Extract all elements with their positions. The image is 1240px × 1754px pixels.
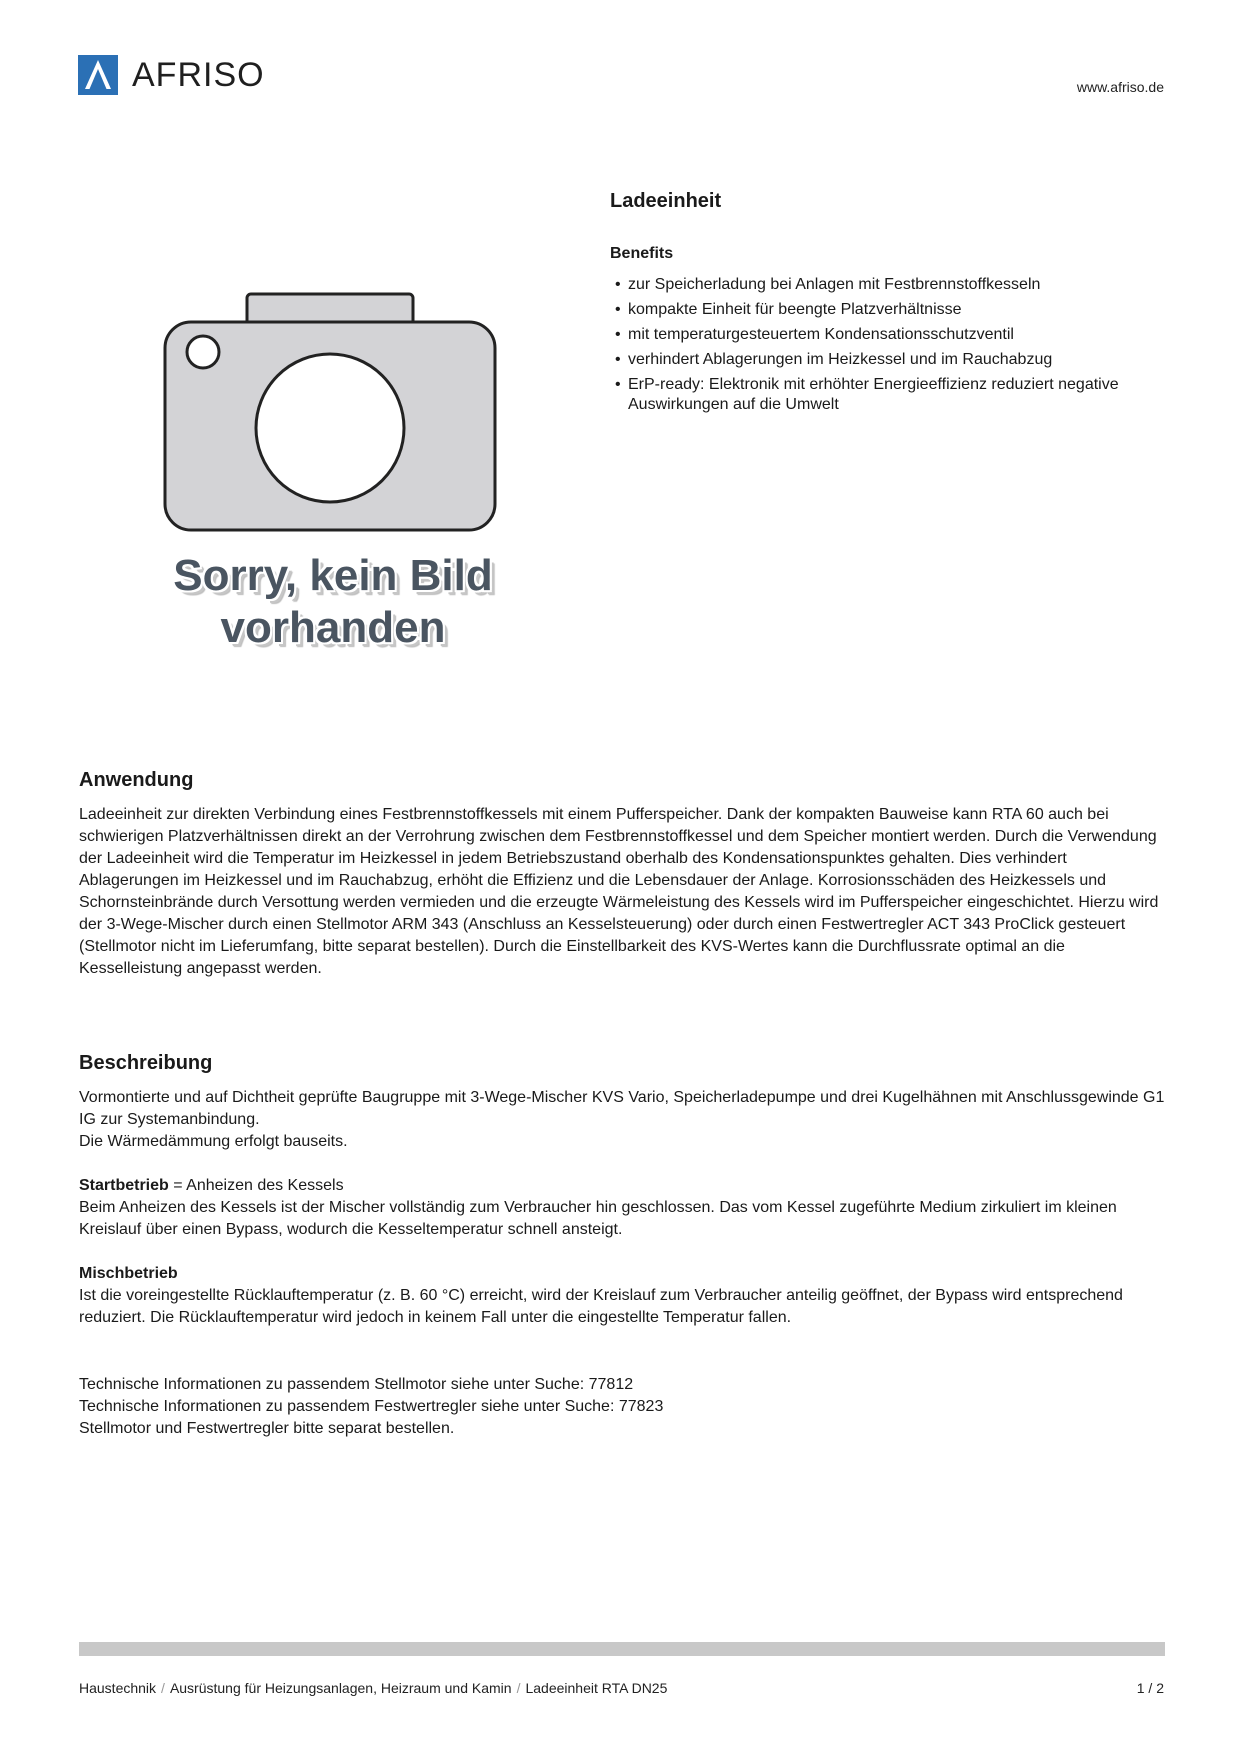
benefit-item: • verhindert Ablagerungen im Heizkessel und im Rauchabzug [610, 350, 1170, 370]
breadcrumb-item[interactable]: Ausrüstung für Heizungsanlagen, Heizraum und Kamin [169, 1680, 512, 1696]
startbetrieb-line [79, 1175, 1169, 1197]
beschreibung-heading: Beschreibung [79, 1052, 213, 1074]
breadcrumb-item[interactable]: Ladeeinheit RTA DN25 [525, 1680, 668, 1696]
beschreibung-section [79, 1087, 1169, 1329]
startbetrieb-label: Startbetrieb [79, 1177, 169, 1194]
tech-info-line: Technische Informationen zu passendem Festwertregler siehe unter Suche: 77823 [79, 1398, 664, 1415]
benefit-item: • mit temperaturgesteuertem Kondensationsschutzventil [610, 325, 1170, 345]
benefits-list [610, 275, 1170, 420]
no-image-text-line1: Sorry, kein Bild [173, 551, 493, 600]
benefit-item: • kompakte Einheit für beengte Platzverhältnisse [610, 300, 1170, 320]
tech-info-line: Technische Informationen zu passendem Stellmotor siehe unter Suche: 77812 [79, 1376, 634, 1393]
brand-name: AFRISO [132, 55, 265, 94]
mischbetrieb-text: Ist die voreingestellte Rücklauftemperatur (z. B. 60 °C) erreicht, wird der Kreislauf zum Verbraucher anteilig geöffnet, der Bypass wird entsprechend reduziert. Die Rücklauftemperatur wird jedoch in keinem Fall unter die eingestellte Temperatur fallen. [79, 1287, 1123, 1326]
benefit-item: • zur Speicherladung bei Anlagen mit Festbrennstoffkesseln [610, 275, 1170, 295]
breadcrumb-separator: / [161, 1680, 165, 1696]
breadcrumb-separator: / [516, 1680, 521, 1696]
anwendung-text: Ladeeinheit zur direkten Verbindung eines Festbrennstoffkessels mit einem Pufferspeicher. Dank der kompakten Bauweise kann RTA 60 auch bei schwierigen Platzverhältnissen direkt an der Verrohrung zwischen dem Festbrennstoffkessel und dem Speicher montiert werden. Durch die Verwendung der Ladeeinheit wird die Temperatur im Heizkessel in jedem Betriebszustand oberhalb des Kondensationspunktes gehalten. Dies verhindert Ablagerungen im Heizkessel und im Rauchabzug, erhöht die Effizienz und die Lebensdauer der Anlage. Korrosionsschäden des Heizkessels und Schornsteinbrände durch Versottung werden vermieden und die erzeugte Wärmeleistung des Kessels wird im Pufferspeicher eingeschichtet. Hierzu wird der 3-Wege-Mischer durch einen Stellmotor ARM 343 (Anschluss an Kesselsteuerung) oder durch einen Festwertregler ACT 343 ProClick gesteuert (Stellmotor nicht im Lieferumfang, bitte separat bestellen). Durch die Einstellbarkeit des KVS-Wertes kann die Durchflussrate optimal an die Kesselleistung angepasst werden. [79, 806, 1159, 977]
tech-info-section [79, 1374, 1169, 1440]
mischbetrieb-label [79, 1263, 1169, 1285]
benefit-item: • ErP-ready: Elektronik mit erhöhter Energieeffizienz reduziert negative Auswirkungen auf die Umwelt [610, 375, 1170, 415]
breadcrumb [79, 1680, 667, 1696]
mischbetrieb-label-text: Mischbetrieb [79, 1265, 178, 1282]
afriso-logo-icon [78, 55, 118, 95]
footer-divider [79, 1642, 1165, 1656]
beschreibung-intro: Vormontierte und auf Dichtheit geprüfte Baugruppe mit 3-Wege-Mischer KVS Vario, Speicherladepumpe und drei Kugelhähnen mit Anschlussgewinde G1 IG zur Systemanbindung. [79, 1089, 1165, 1128]
benefits-heading: Benefits [610, 245, 674, 262]
website-link[interactable]: www.afriso.de [1076, 79, 1164, 95]
product-title: Ladeeinheit [610, 190, 722, 212]
breadcrumb-item[interactable]: Haustechnik [79, 1680, 157, 1696]
anwendung-heading: Anwendung [79, 769, 194, 791]
startbetrieb-text: Beim Anheizen des Kessels ist der Mischer vollständig zum Verbraucher hin geschlossen. Das vom Kessel zugeführte Medium zirkuliert im kleinen Kreislauf über einen Bypass, wodurch die Kesseltemperatur schnell ansteigt. [79, 1199, 1117, 1238]
camera-icon [163, 292, 503, 532]
startbetrieb-suffix: = Anheizen des Kessels [168, 1177, 344, 1194]
product-image-placeholder [163, 292, 503, 662]
brand-logo[interactable] [78, 54, 265, 96]
page-number: 1 / 2 [1136, 1680, 1164, 1696]
no-image-text-line2: vorhanden [220, 603, 446, 652]
tech-info-line: Stellmotor und Festwertregler bitte separat bestellen. [79, 1420, 455, 1437]
beschreibung-insulation: Die Wärmedämmung erfolgt bauseits. [79, 1133, 348, 1150]
